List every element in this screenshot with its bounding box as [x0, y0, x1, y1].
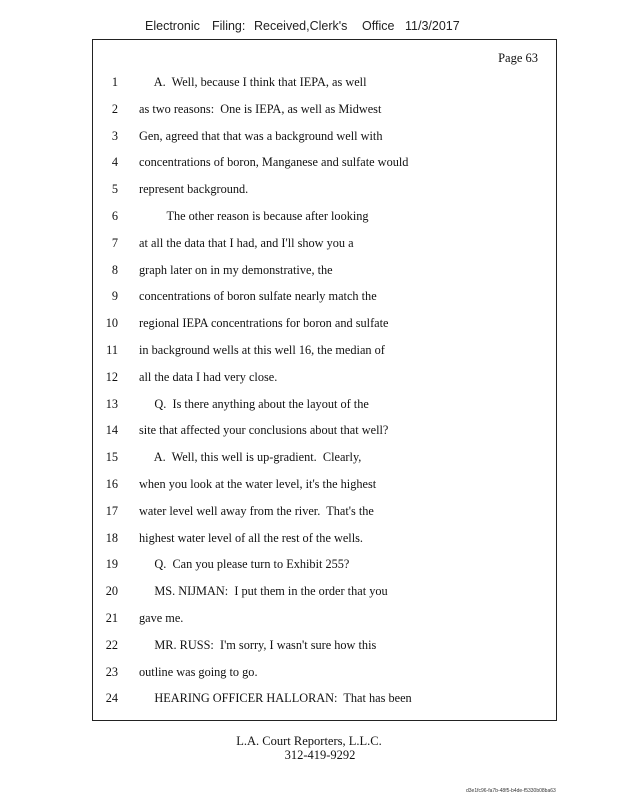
- transcript-line: [0, 128, 618, 144]
- line-text: Q. Can you please turn to Exhibit 255?: [139, 557, 350, 572]
- line-number: 13: [105, 396, 118, 411]
- transcript-line: [0, 262, 618, 278]
- header-date: 11/3/2017: [405, 19, 460, 33]
- transcript-line: [0, 637, 618, 653]
- line-text: when you look at the water level, it's the highest: [139, 477, 377, 491]
- line-number: 8: [111, 262, 118, 277]
- line-number: 23: [105, 664, 118, 679]
- transcript-line: [0, 101, 618, 117]
- line-number: 3: [111, 128, 118, 143]
- line-text: HEARING OFFICER HALLORAN: That has been: [139, 691, 412, 706]
- line-text: water level well away from the river. That's the: [139, 503, 374, 518]
- line-text: MS. NIJMAN: I put them in the order that you: [139, 584, 388, 599]
- line-text: MR. RUSS: I'm sorry, I wasn't sure how this: [139, 637, 377, 652]
- line-text: all the data I had very close.: [139, 369, 278, 384]
- line-text: Q. Is there anything about the layout of the: [139, 396, 369, 411]
- line-number: 14: [105, 423, 118, 438]
- transcript-line: [0, 583, 618, 599]
- line-text: highest water level of all the rest of the wells.: [139, 530, 364, 545]
- line-number: 5: [111, 182, 118, 197]
- line-text: A. Well, because I think that IEPA, as well: [139, 75, 367, 89]
- line-number: 2: [111, 101, 118, 116]
- line-number: 15: [105, 450, 118, 465]
- line-number: 10: [105, 316, 118, 331]
- transcript-line: [0, 181, 618, 197]
- line-number: 7: [111, 235, 118, 250]
- transcript-line: [0, 422, 618, 438]
- line-number: 24: [105, 691, 118, 706]
- footer-company: L.A. Court Reporters, L.L.C.: [236, 734, 382, 748]
- line-number: 1: [111, 75, 118, 89]
- line-text: The other reason is because after looking: [139, 209, 369, 223]
- header-electronic: Electronic: [145, 19, 200, 33]
- header-office: Office: [362, 19, 395, 33]
- line-text: concentrations of boron, Manganese and sulfate would: [139, 155, 409, 170]
- line-text: represent background.: [139, 182, 249, 197]
- line-number: 6: [111, 209, 118, 223]
- footer-phone: 312-419-9292: [284, 748, 356, 762]
- transcript-line: [0, 476, 618, 492]
- transcript-line: [0, 315, 618, 331]
- transcript-line: [0, 664, 618, 680]
- line-text: regional IEPA concentrations for boron and sulfate: [139, 316, 389, 331]
- line-number: 18: [105, 530, 118, 545]
- header-received: Received,Clerk's: [254, 19, 348, 33]
- line-number: 22: [105, 637, 118, 652]
- footer: [0, 734, 618, 762]
- line-text: gave me.: [139, 611, 184, 625]
- page-number: Page 63: [498, 51, 538, 65]
- line-number: 12: [105, 369, 118, 384]
- transcript-line: [0, 74, 618, 90]
- line-text: in background wells at this well 16, the median of: [139, 343, 385, 357]
- transcript-line: [0, 530, 618, 546]
- transcript-line: [0, 690, 618, 706]
- line-text: as two reasons: One is IEPA, as well as Midwest: [139, 101, 382, 116]
- line-number: 17: [105, 503, 118, 518]
- line-text: graph later on in my demonstrative, the: [139, 262, 333, 277]
- transcript-line: [0, 610, 618, 626]
- line-text: Gen, agreed that that was a background well with: [139, 128, 383, 143]
- transcript-line: [0, 154, 618, 170]
- line-text: site that affected your conclusions about that well?: [139, 423, 389, 438]
- transcript-line: [0, 449, 618, 465]
- line-number: 20: [105, 584, 118, 599]
- line-number: 4: [111, 155, 118, 170]
- transcript-line: [0, 396, 618, 412]
- line-text: at all the data that I had, and I'll show you a: [139, 235, 354, 250]
- transcript-line: [0, 235, 618, 251]
- document-id: d3e1fc96-fa7b-48f5-b4de-f5330b08ba63: [466, 788, 556, 794]
- transcript-line: [0, 369, 618, 385]
- line-text: outline was going to go.: [139, 664, 258, 679]
- line-number: 9: [111, 289, 118, 304]
- line-number: 11: [106, 343, 118, 357]
- transcript-line: [0, 208, 618, 224]
- transcript-line: [0, 288, 618, 304]
- line-number: 19: [105, 557, 118, 572]
- header-filing: Filing:: [212, 19, 246, 33]
- transcript-line: [0, 342, 618, 358]
- line-number: 21: [105, 611, 118, 625]
- line-text: concentrations of boron sulfate nearly match the: [139, 289, 377, 304]
- transcript-line: [0, 556, 618, 572]
- transcript-line: [0, 503, 618, 519]
- line-text: A. Well, this well is up-gradient. Clearly,: [139, 450, 362, 465]
- line-number: 16: [105, 477, 118, 491]
